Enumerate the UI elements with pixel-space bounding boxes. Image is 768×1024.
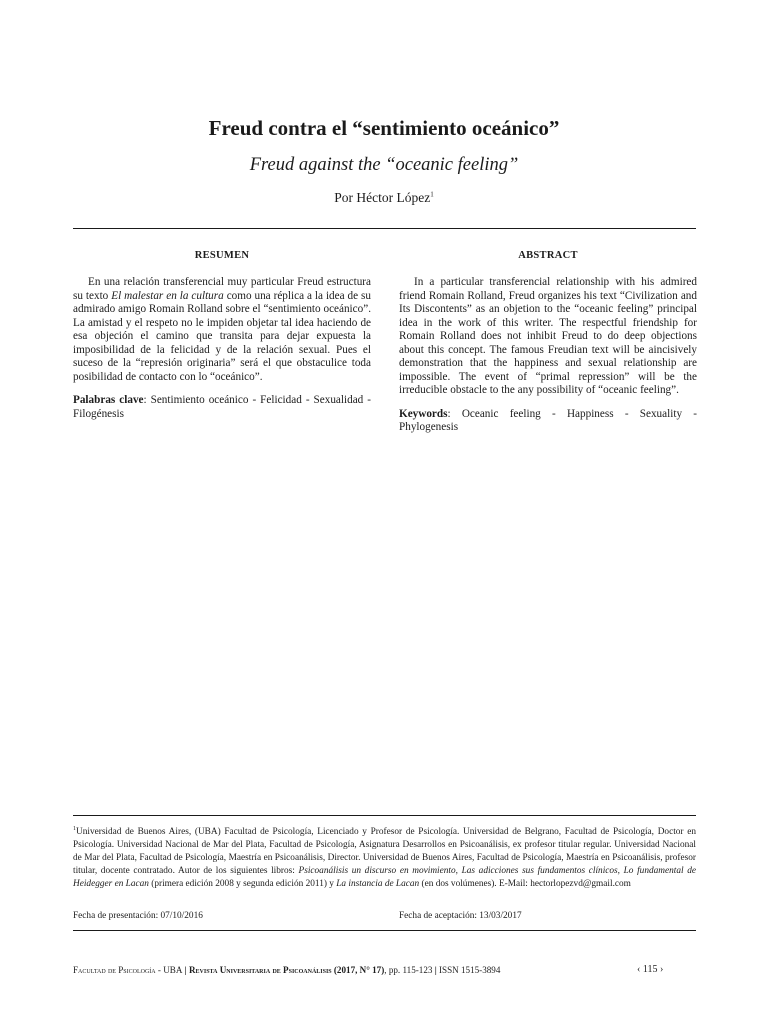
article-subtitle: Freud against the “oceanic feeling” (249, 155, 519, 175)
page-number: ‹ 115 › (637, 964, 664, 975)
footnote-text-2: (primera edición 2008 y segunda edición 2011) y (148, 879, 337, 890)
dates-rule (73, 930, 696, 931)
resumen-text-1: En una relación transferencial muy particular Freud estructura su texto (73, 276, 371, 302)
palabras-clave-label: Palabras clave (73, 394, 144, 406)
keywords-list: : Oceanic feeling - Happiness - Sexuality - Phylogenesis (399, 407, 697, 433)
footer-separator-1: | (182, 965, 189, 975)
header-rule (73, 228, 696, 229)
article-title: Freud contra el “sentimiento oceánico” (208, 116, 560, 140)
palabras-clave-list: : Sentimiento oceánico - Felicidad - Sexualidad - Filogénesis (73, 394, 371, 420)
footnote-books-1: Psicoanálisis un discurso en movimiento, Las adicciones sus fundamentos clínicos, Lo fundamental de Heidegger en Lacan (73, 866, 696, 890)
footer-pages: , pp. 115-123 (384, 965, 433, 975)
presentation-date: Fecha de presentación: 07/10/2016 (73, 911, 203, 921)
footer-issn: ISSN 1515-3894 (439, 965, 501, 975)
running-footer (73, 965, 500, 975)
keywords-label: Keywords (399, 407, 448, 420)
author-name: Por Héctor López (334, 190, 431, 205)
footnote-mark: 1 (73, 826, 76, 832)
abstract-heading: ABSTRACT (518, 250, 578, 261)
resumen-text-2: como una réplica a la idea de su admirado amigo Romain Rolland sobre el “sentimiento oceánico”. La amistad y el respeto no le impiden objetar tal idea haciendo de esa objeción el camino que transita para dejar expuesta la imposibilidad de la felicidad y de la relación sexual. Pues el suceso de la “represión originaria” será el que obstaculice toda posibilidad de contacto con lo “oceánico”. (73, 289, 371, 383)
author-line (0, 190, 768, 206)
footnote-text-1: Universidad de Buenos Aires, (UBA) Facultad de Psicología, Licenciado y Profesor de Psicología. Universidad de Belgrano, Facultad de Psicología, Doctor en Psicología. Universidad Nacional de Mar del Plata, Facultad de Psicología, Asignatura Desarrollos en Psicoanálisis, ex profesor titular regular. Universidad Nacional de Mar del Plata, Facultad de Psicología, Maestría en Psicoanálisis, Director. Universidad de Buenos Aires, Facultad de Psicología, Maestría en Psicoanálisis, profesor titular, docente contratado. Autor de los siguientes libros: (73, 827, 696, 877)
footer-faculty: Facultad de Psicología - UBA (73, 965, 183, 975)
footnote-text-3[interactable]: (en dos volúmenes). E-Mail: hectorlopezvd@gmail.com (419, 879, 631, 890)
palabras-clave (73, 394, 371, 421)
abstract-column (399, 250, 697, 435)
footer-journal: Revista Universitaria de Psicoanálisis (2017, N° 17) (188, 965, 385, 975)
submission-dates (73, 911, 696, 921)
keywords (399, 408, 697, 435)
footnote-rule (73, 815, 696, 816)
author-footnote-mark[interactable]: 1 (430, 190, 434, 199)
resumen-body (73, 276, 371, 384)
author-footnote (73, 823, 696, 891)
footnote-books-2: La instancia de Lacan (336, 879, 420, 890)
resumen-heading: RESUMEN (194, 250, 250, 261)
resumen-column (73, 250, 371, 421)
footer-separator-2: | (432, 965, 439, 975)
acceptance-date: Fecha de aceptación: 13/03/2017 (399, 911, 522, 921)
resumen-book-title: El malestar en la cultura (111, 289, 224, 302)
abstract-body: In a particular transferencial relationship with his admired friend Romain Rolland, Freud organizes his text “Civilization and Its Discontents” as an objetion to the “oceanic feeling” principal idea in the work of this writer. The respectful friendship for Romain Rolland does not inhibit Freud to do deep objections about this concept. The famous Freudian text will be aincisively demonstration that the happiness and sexual relationship are impossible. The event of “primal repression” will be the irreducible obstacle to the any possibility of “oceanic feeling”. (399, 276, 697, 396)
